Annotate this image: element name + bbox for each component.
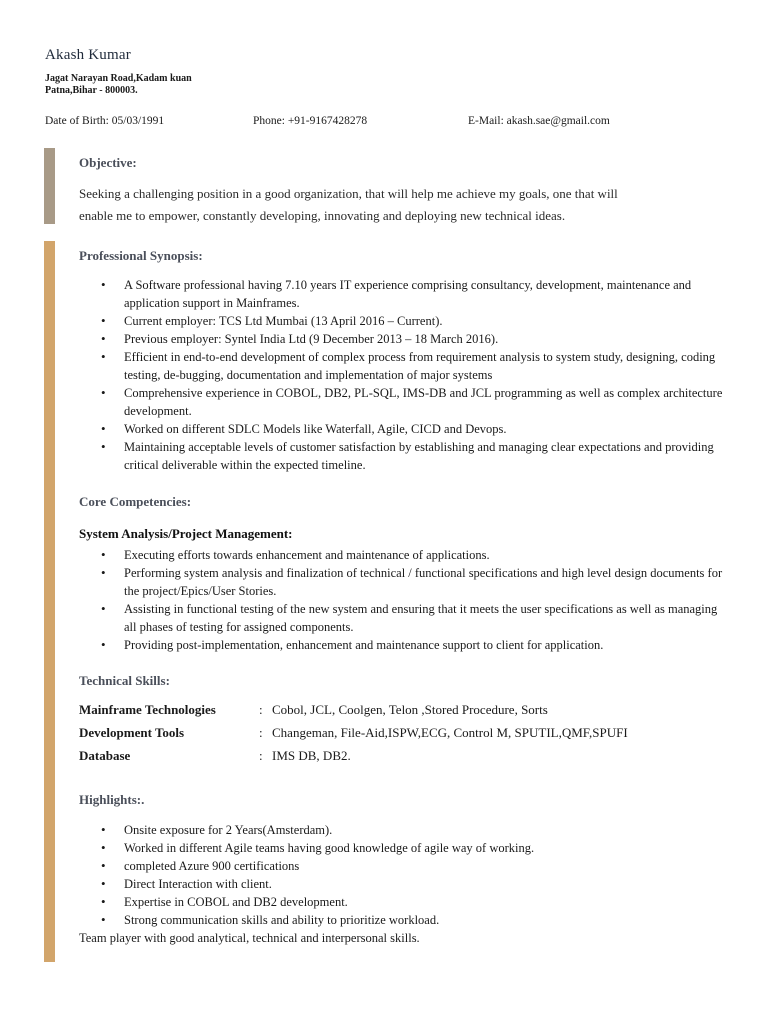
objective-heading: Objective: [79, 155, 137, 170]
skill-value: IMS DB, DB2. [272, 748, 351, 763]
date-of-birth: Date of Birth: 05/03/1991 [45, 115, 165, 127]
objective-text [79, 183, 719, 227]
list-item: • Worked in different Agile teams having good knowledge of agile way of working. [79, 839, 723, 857]
highlights-heading: Highlights:. [79, 792, 145, 807]
objective-line-1: Seeking a challenging position in a good organization, that will help me achieve my goals, one that will [79, 186, 618, 201]
synopsis-list [79, 276, 723, 474]
skill-value: Cobol, JCL, Coolgen, Telon ,Stored Procedure, Sorts [272, 702, 548, 717]
competencies-subheading: System Analysis/Project Management: [79, 526, 293, 541]
list-item: • Current employer: TCS Ltd Mumbai (13 April 2016 – Current). [79, 312, 723, 330]
list-item: • Expertise in COBOL and DB2 development. [79, 893, 723, 911]
address-line-1: Jagat Narayan Road,Kadam kuan [45, 73, 192, 84]
list-item: • Comprehensive experience in COBOL, DB2, PL-SQL, IMS-DB and JCL programming as well as complex architecture development. [79, 384, 723, 420]
skill-value: Changeman, File-Aid,ISPW,ECG, Control M, SPUTIL,QMF,SPUFI [272, 725, 628, 740]
highlights-list [79, 821, 723, 929]
address-line-2: Patna,Bihar - 800003. [45, 85, 138, 96]
list-item: • Assisting in functional testing of the new system and ensuring that it meets the user specifications as well as managing all phases of testing for assigned components. [79, 600, 723, 636]
list-item: • Strong communication skills and ability to prioritize workload. [79, 911, 723, 929]
skill-label: Development Tools [79, 725, 185, 740]
list-item: • Performing system analysis and finalization of technical / functional specifications and high level design documents for the project/Epics/User Stories. [79, 564, 723, 600]
list-item: • A Software professional having 7.10 years IT experience comprising consultancy, development, maintenance and application support in Mainframes. [79, 276, 723, 312]
list-item: • Efficient in end-to-end development of complex process from requirement analysis to system study, designing, coding testing, de-bugging, documentation and implementation of major systems [79, 348, 723, 384]
skill-label: Database [79, 748, 131, 763]
objective-accent-bar [44, 148, 55, 224]
skill-colon: : [259, 725, 263, 740]
closing-statement: Team player with good analytical, technical and interpersonal skills. [79, 931, 420, 945]
candidate-name: Akash Kumar [45, 47, 131, 63]
list-item: • Maintaining acceptable levels of customer satisfaction by establishing and managing clear expectations and providing critical deliverable within the expected timeline. [79, 438, 723, 474]
synopsis-heading: Professional Synopsis: [79, 248, 203, 263]
list-item: • Executing efforts towards enhancement and maintenance of applications. [79, 546, 723, 564]
list-item: • Providing post-implementation, enhancement and maintenance support to client for application. [79, 636, 723, 654]
email: E-Mail: akash.sae@gmail.com [468, 115, 610, 127]
competencies-list [79, 546, 723, 654]
list-item: • Previous employer: Syntel India Ltd (9 December 2013 – 18 March 2016). [79, 330, 723, 348]
skill-colon: : [259, 748, 263, 763]
competencies-heading: Core Competencies: [79, 494, 192, 509]
list-item: • completed Azure 900 certifications [79, 857, 723, 875]
content-accent-bar [44, 241, 55, 962]
skill-colon: : [259, 702, 263, 717]
list-item: • Worked on different SDLC Models like Waterfall, Agile, CICD and Devops. [79, 420, 723, 438]
phone: Phone: +91-9167428278 [253, 115, 368, 127]
list-item: • Onsite exposure for 2 Years(Amsterdam). [79, 821, 723, 839]
address [45, 73, 192, 97]
objective-line-2: enable me to empower, constantly developing, innovating and deploying new technical ideas. [79, 208, 566, 223]
skills-heading: Technical Skills: [79, 673, 170, 688]
list-item: • Direct Interaction with client. [79, 875, 723, 893]
skill-label: Mainframe Technologies [79, 702, 216, 717]
